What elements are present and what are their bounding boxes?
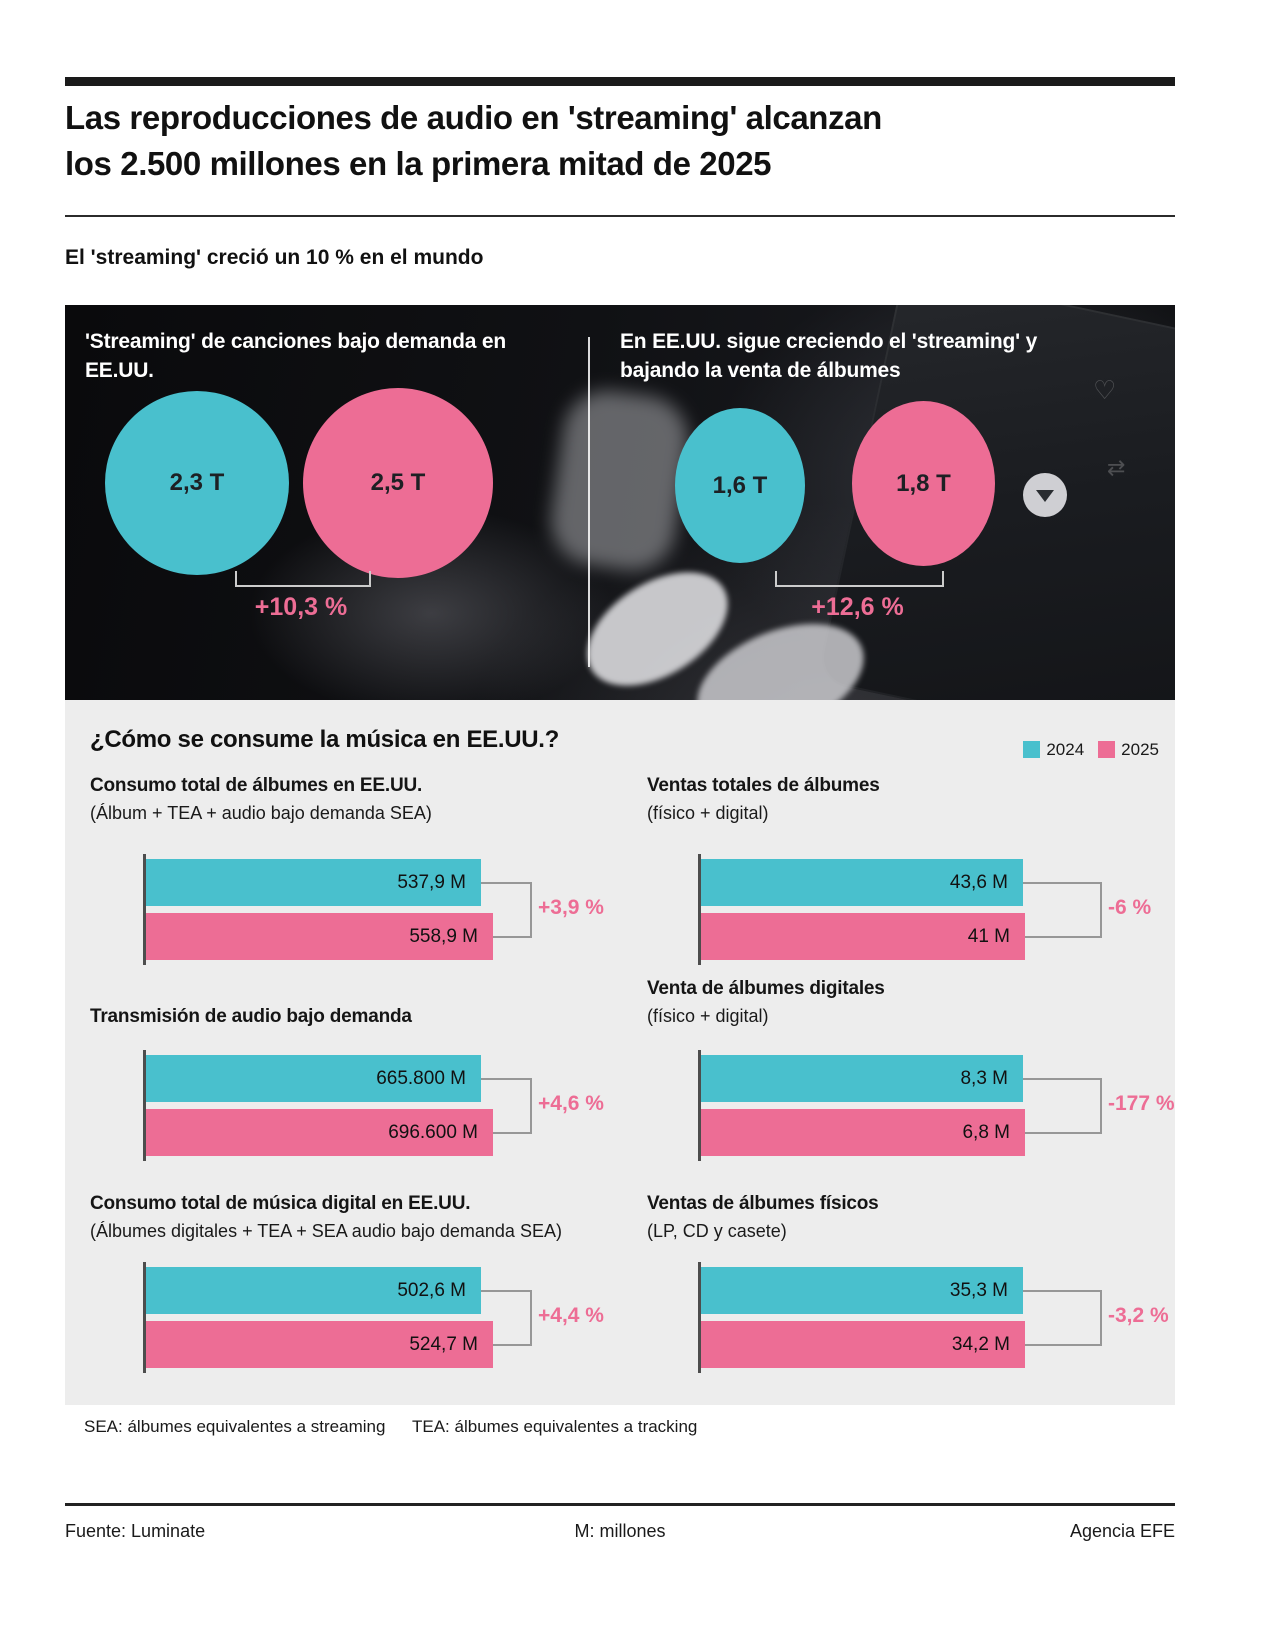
bar-2024-value: 537,9 M xyxy=(397,872,466,893)
hero-left-title: 'Streaming' de canciones bajo demanda en EE.UU. xyxy=(85,330,506,382)
footer-divider xyxy=(65,1503,1175,1506)
bar-2025-value: 6,8 M xyxy=(962,1122,1010,1143)
chart-group-title: Consumo total de música digital en EE.UU. xyxy=(90,1193,471,1214)
chart-group-ventas-albumes-fisicos xyxy=(65,700,1175,1405)
circle-2025-albums xyxy=(852,401,995,566)
hero-right-title xyxy=(620,327,1060,385)
change-bracket xyxy=(235,571,371,587)
footer-source: Fuente: Luminate xyxy=(65,1521,206,1541)
circle-2024-streams xyxy=(105,391,289,575)
bar-2025-value: 41 M xyxy=(967,926,1010,947)
title-divider xyxy=(65,215,1175,217)
page-subtitle: El 'streaming' creció un 10 % en el mundo xyxy=(65,246,484,269)
bar-2024-value: 8,3 M xyxy=(960,1068,1008,1089)
change-label: -177 % xyxy=(1108,1092,1175,1115)
top-accent-bar xyxy=(65,77,1175,86)
change-label: -6 % xyxy=(1108,896,1152,919)
bar-2025-value: 558,9 M xyxy=(409,926,478,947)
bar-2024 xyxy=(701,1267,1023,1314)
photo-earbud-case xyxy=(545,385,693,576)
chart-group-title: Venta de álbumes digitales xyxy=(647,978,885,999)
change-label: -3,2 % xyxy=(1108,1304,1169,1327)
section-heading: ¿Cómo se consume la música en EE.UU.? xyxy=(90,726,560,753)
play-button-icon xyxy=(1023,473,1067,517)
footer-note: M: millones xyxy=(574,1521,666,1541)
page-title-line-1: Las reproducciones de audio en 'streaming' alcanzan xyxy=(65,99,882,136)
chart-group-title: Transmisión de audio bajo demanda xyxy=(90,1006,412,1027)
bar-2024-value: 35,3 M xyxy=(949,1280,1008,1301)
circle-2025-value: 2,5 T xyxy=(370,469,426,496)
bar-2025-value: 524,7 M xyxy=(409,1334,478,1355)
hero-right-title-line-1: En EE.UU. sigue creciendo el 'streaming' y xyxy=(620,330,1038,353)
circle-2025-value: 1,8 T xyxy=(896,469,951,497)
footnote-sea: SEA: álbumes equivalentes a streaming xyxy=(84,1417,386,1436)
chart-group-subtitle: (Álbum + TEA + audio bajo demanda SEA) xyxy=(90,803,432,823)
change-label: +12,6 % xyxy=(811,593,904,621)
bar-2025-value: 34,2 M xyxy=(951,1334,1010,1355)
change-label: +4,4 % xyxy=(538,1304,604,1327)
chart-group-subtitle: (Álbumes digitales + TEA + SEA audio bajo demanda SEA) xyxy=(90,1221,562,1241)
bracket-line xyxy=(1100,1290,1102,1346)
change-label: +3,9 % xyxy=(538,896,604,919)
skip-icon: ⇄ xyxy=(1107,455,1126,480)
chart-group-subtitle: (físico + digital) xyxy=(647,1006,769,1026)
footer-credit: Agencia EFE xyxy=(1069,1521,1175,1541)
circle-2024-albums xyxy=(675,408,805,563)
circle-2025-streams xyxy=(303,388,493,578)
bar-2025 xyxy=(701,1321,1025,1368)
bar-2024-value: 665.800 M xyxy=(376,1068,466,1089)
footnote-tea: TEA: álbumes equivalentes a tracking xyxy=(412,1417,698,1436)
hero-right-title-line-2: bajando la venta de álbumes xyxy=(620,359,901,382)
chart-group-subtitle: (físico + digital) xyxy=(647,803,769,823)
bar-2025-value: 696.600 M xyxy=(388,1122,478,1143)
change-bracket xyxy=(775,571,944,587)
legend-label-2024: 2024 xyxy=(1046,740,1085,759)
legend-label-2025: 2025 xyxy=(1121,740,1159,759)
chart-group-subtitle: (LP, CD y casete) xyxy=(647,1221,787,1241)
page-title xyxy=(65,95,1175,187)
circle-2024-value: 1,6 T xyxy=(712,471,768,499)
bar-2024-value: 502,6 M xyxy=(397,1280,466,1301)
bar-2024-value: 43,6 M xyxy=(949,872,1008,893)
chart-group-title: Consumo total de álbumes en EE.UU. xyxy=(90,775,423,796)
bracket-line xyxy=(1023,1290,1100,1292)
hero-photo-panel xyxy=(65,305,1175,700)
bracket-line xyxy=(1025,1344,1100,1346)
hero-divider xyxy=(588,337,590,667)
page-title-line-2: los 2.500 millones en la primera mitad de 2025 xyxy=(65,145,772,182)
chart-group-title: Ventas de álbumes físicos xyxy=(647,1193,879,1214)
consumption-panel xyxy=(65,700,1175,1405)
change-label: +4,6 % xyxy=(538,1092,604,1115)
chart-group-title: Ventas totales de álbumes xyxy=(647,775,880,796)
heart-icon: ♡ xyxy=(1093,375,1117,405)
circle-2024-value: 2,3 T xyxy=(169,469,225,496)
change-label: +10,3 % xyxy=(254,593,348,621)
